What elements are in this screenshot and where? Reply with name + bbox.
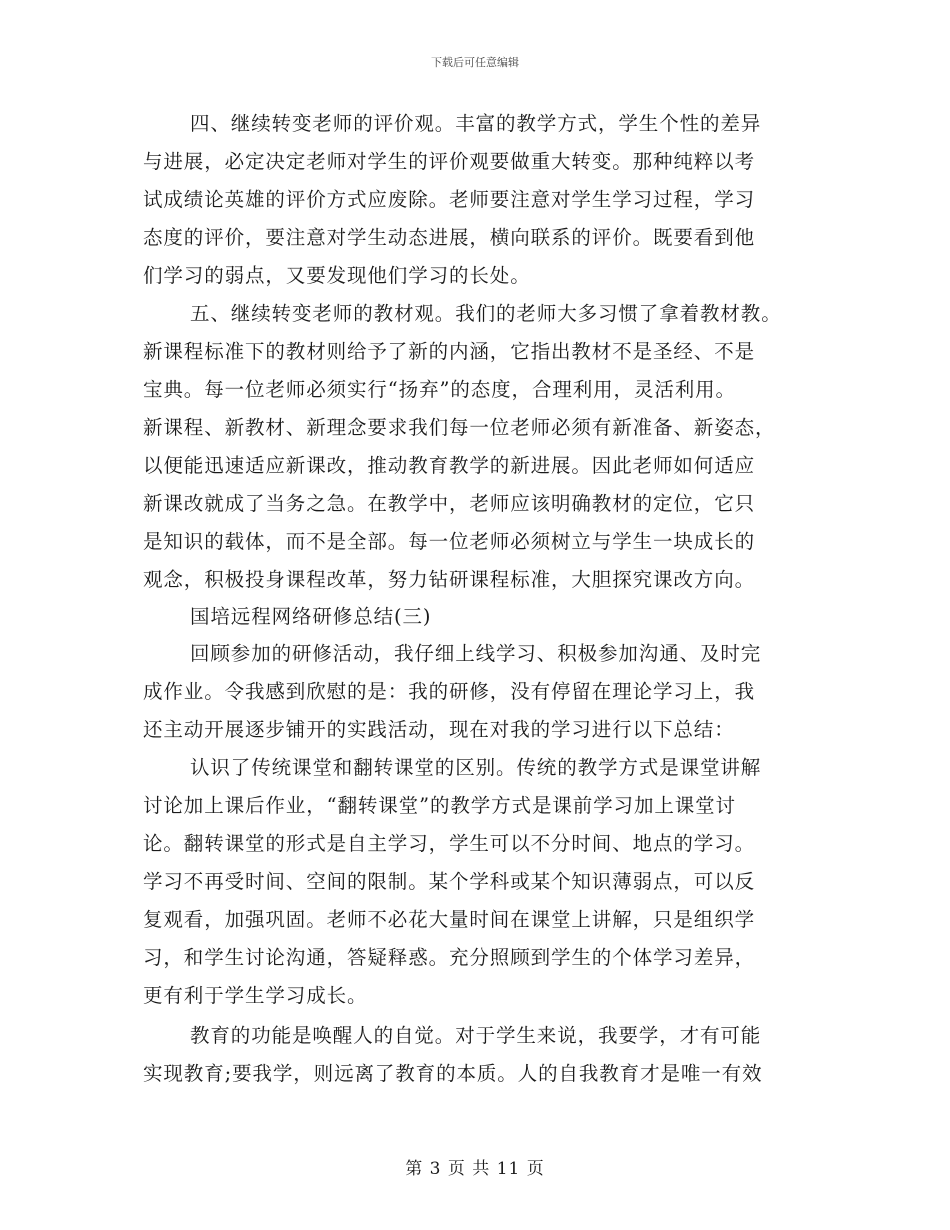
text-line: 态度的评价，要注意对学生动态进展，横向联系的评价。既要看到他	[143, 226, 756, 249]
text-line: 与进展，必定决定老师对学生的评价观要做重大转变。那种纯粹以考	[143, 150, 756, 173]
text-line: 复观看，加强巩固。老师不必花大量时间在课堂上讲解，只是组织学	[143, 908, 756, 931]
text-line: 新课程标准下的教材则给予了新的内涵，它指出教材不是圣经、不是	[143, 340, 756, 363]
text-line: 五、继续转变老师的教材观。我们的老师大多习惯了拿着教材教。	[190, 302, 782, 325]
text-line: 实现教育;要我学，则远离了教育的本质。人的自我教育才是唯一有效	[143, 1062, 763, 1085]
text-line: 是知识的载体，而不是全部。每一位老师必须树立与学生一块成长的	[143, 530, 756, 553]
text-line: 新课改就成了当务之急。在教学中，老师应该明确教材的定位，它只	[143, 492, 756, 515]
text-line: 讨论加上课后作业，“翻转课堂”的教学方式是课前学习加上课堂讨	[143, 794, 736, 817]
text-line: 更有利于学生学习成长。	[143, 984, 368, 1007]
text-line: 宝典。每一位老师必须实行“扬弃”的态度，合理利用，灵活利用。	[143, 378, 736, 401]
text-line: 习，和学生讨论沟通，答疑释惑。充分照顾到学生的个体学习差异，	[143, 946, 756, 969]
text-line: 观念，积极投身课程改革，努力钻研课程标准，大胆探究课改方向。	[143, 568, 756, 591]
text-line: 试成绩论英雄的评价方式应废除。老师要注意对学生学习过程，学习	[143, 188, 756, 211]
page-header: 下载后可任意编辑	[431, 56, 519, 69]
text-line: 还主动开展逐步铺开的实践活动，现在对我的学习进行以下总结：	[143, 718, 735, 741]
text-line: 新课程、新教材、新理念要求我们每一位老师必须有新准备、新姿态，	[143, 416, 776, 439]
text-line: 学习不再受时间、空间的限制。某个学科或某个知识薄弱点，可以反	[143, 870, 756, 893]
text-line: 以便能迅速适应新课改，推动教育教学的新进展。因此老师如何适应	[143, 454, 756, 477]
page-number: 第 3 页 共 11 页	[405, 1159, 545, 1179]
text-line: 们学习的弱点，又要发现他们学习的长处。	[143, 264, 531, 287]
text-line: 成作业。令我感到欣慰的是：我的研修，没有停留在理论学习上，我	[143, 680, 756, 703]
text-line: 四、继续转变老师的评价观。丰富的教学方式，学生个性的差异	[190, 112, 762, 135]
section-heading: 国培远程网络研修总结(三)	[190, 605, 432, 628]
text-line: 论。翻转课堂的形式是自主学习，学生可以不分时间、地点的学习。	[143, 832, 756, 855]
text-line: 回顾参加的研修活动，我仔细上线学习、积极参加沟通、及时完	[190, 642, 762, 665]
text-line: 认识了传统课堂和翻转课堂的区别。传统的教学方式是课堂讲解	[190, 756, 762, 779]
text-line: 教育的功能是唤醒人的自觉。对于学生来说，我要学，才有可能	[190, 1024, 762, 1047]
